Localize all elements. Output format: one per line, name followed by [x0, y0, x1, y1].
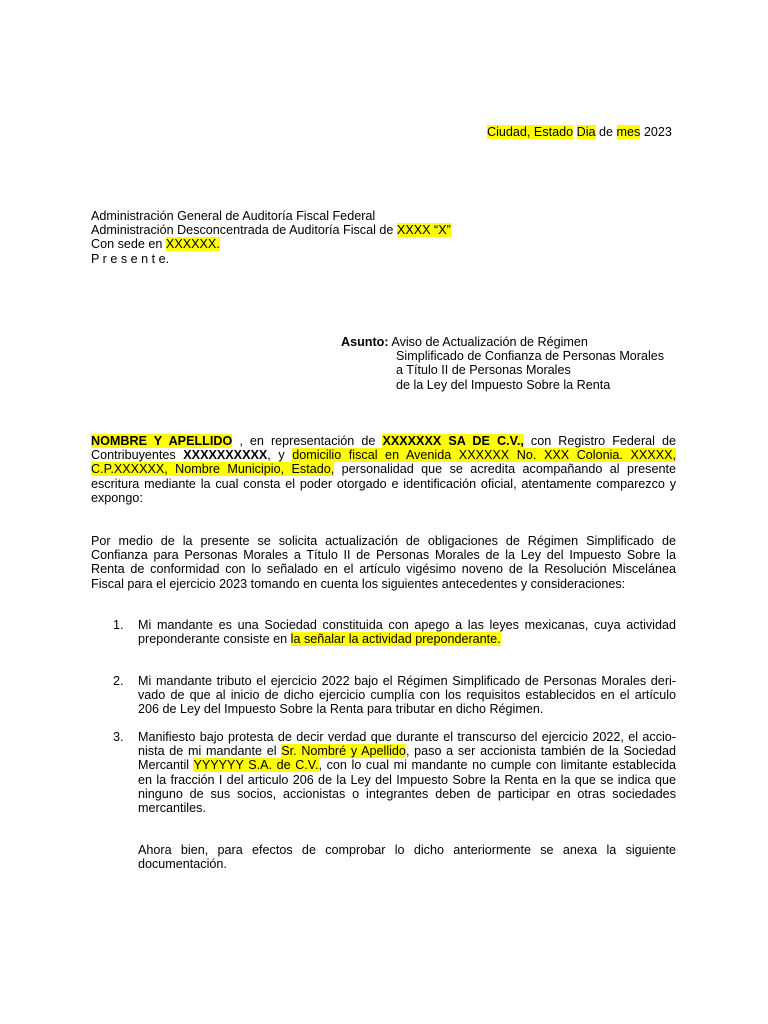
item-2-line-2: vado de que al inicio de dicho ejercicio cumplía con los requisitos establecidos en el artículo	[138, 688, 676, 703]
recipient-city: XXXXXX.	[165, 237, 220, 252]
item-1-line-2	[138, 632, 676, 646]
intro-paragraph	[91, 434, 676, 505]
year: 2023	[643, 125, 672, 139]
intro-text-2: con Registro Federal de	[523, 434, 677, 448]
closing-line-2: documentación.	[138, 857, 227, 872]
item-3-line-1: Manifiesto bajo protesta de decir verdad que durante el transcurso del ejercicio 2022, el accio-	[138, 730, 676, 744]
request-paragraph	[91, 534, 676, 591]
recipient-line-4: P r e s e n t e.	[91, 251, 170, 266]
item-2-line-3: 206 de Ley del Impuesto Sobre la Renta para tributar en dicho Régimen.	[138, 702, 544, 717]
subject-line-4: de la Ley del Impuesto Sobre la Renta	[396, 377, 611, 392]
item-3-text-d: , con lo cual mi mandante no cumple con limitante establecida	[318, 758, 676, 773]
item-1-text: preponderante consiste en	[138, 632, 291, 647]
date-line	[487, 125, 672, 139]
intro-line-1	[91, 434, 676, 448]
intro-line-4: escritura mediante la cual consta el poder otorgado e identificación oficial, atentamente comparezco y	[91, 476, 676, 491]
list-item-number: 2.	[113, 674, 124, 688]
recipient-line-2	[91, 223, 451, 237]
fiscal-address-2: C.P.XXXXXX, Nombre Municipio, Estado,	[91, 462, 335, 477]
subject-line-1	[341, 335, 664, 349]
list-item-body	[138, 730, 676, 815]
item-3-line-6: mercantiles.	[138, 801, 206, 816]
closing-line-1: Ahora bien, para efectos de comprobar lo dicho anteriormente se anexa la siguiente	[138, 843, 676, 857]
shareholder-name: Sr. Nombré y Apellido	[281, 744, 406, 759]
other-company-name: YYYYYY S.A. de C.V.	[193, 758, 319, 773]
subject-line-3: a Título II de Personas Morales	[396, 363, 571, 378]
list-item-number: 1.	[113, 618, 124, 632]
fiscal-address-1: domicilio fiscal en Avenida XXXXXX No. XXX Colonia. XXXXX,	[292, 448, 676, 463]
request-line-1: Por medio de la presente se solicita actualización de obligaciones de Régimen Simplificado de	[91, 534, 676, 548]
list-item	[113, 730, 676, 815]
recipient-line-1: Administración General de Auditoría Fiscal Federal	[91, 209, 376, 223]
subject-text-1: Aviso de Actualización de Régimen	[391, 335, 588, 349]
list-item-number: 3.	[113, 730, 124, 744]
request-line-2: Confianza para Personas Morales a Título II de Personas Morales de la Ley del Impuesto Sobre la	[91, 548, 676, 563]
date-de: de	[599, 125, 614, 139]
recipient-line-3	[91, 237, 451, 251]
month: mes	[616, 125, 641, 139]
city-state: Ciudad, Estado	[487, 125, 574, 139]
item-3-text-c: Mercantil	[138, 758, 194, 773]
intro-line-3	[91, 462, 676, 476]
item-3-text-a: nista de mi mandante el	[138, 744, 282, 759]
item-2-line-1: Mi mandante tributo el ejercicio 2022 bajo el Régimen Simplificado de Personas Morales deri-	[138, 674, 676, 688]
recipient-office-code: XXXX “X”	[396, 223, 451, 238]
request-line-3: Renta de conformidad con lo señalado en el artículo vigésimo noveno de la Resolución Miscelánea	[91, 562, 676, 577]
intro-text-5: personalidad que se acredita acompañando al presente	[334, 462, 676, 477]
item-3-line-3	[138, 758, 676, 772]
representative-name: NOMBRE Y APELLIDO	[91, 434, 233, 448]
subject-line-2: Simplificado de Confianza de Personas Morales	[396, 349, 665, 364]
list-item-body	[138, 618, 676, 646]
subject-label: Asunto:	[341, 335, 389, 349]
list-item-body	[138, 674, 676, 717]
day: Dia	[576, 125, 596, 139]
intro-text-4: , y	[267, 448, 293, 463]
intro-line-2	[91, 448, 676, 462]
item-1-line-1: Mi mandante es una Sociedad constituida con apego a las leyes mexicanas, cuya actividad	[138, 618, 676, 632]
item-3-line-2	[138, 744, 676, 758]
rfc: XXXXXXXXXX	[183, 448, 268, 463]
recipient-line-2-text: Administración Desconcentrada de Auditoría Fiscal de	[91, 223, 394, 238]
activity-placeholder: la señalar la actividad preponderante.	[290, 632, 501, 647]
intro-text-3: Contribuyentes	[91, 448, 184, 463]
request-line-4: Fiscal para el ejercicio 2023 tomando en cuenta los siguientes antecedentes y consideraciones:	[91, 576, 626, 591]
subject-block	[341, 335, 664, 392]
list-item	[113, 618, 676, 646]
company-name: XXXXXXX SA DE C.V.,	[382, 434, 524, 448]
list-item	[113, 674, 676, 717]
recipient-block	[91, 209, 451, 266]
item-3-text-b: , paso a ser accionista también de la Sociedad	[405, 744, 676, 759]
closing-paragraph	[138, 843, 676, 871]
intro-line-5: expongo:	[91, 490, 143, 505]
item-3-line-5: ninguno de sus socios, accionistas o integrantes deben de participar en otras sociedades	[138, 786, 676, 801]
recipient-line-3-text: Con sede en	[91, 237, 163, 252]
intro-text-1: , en representación de	[232, 434, 383, 448]
item-3-line-4: en la fracción I del articulo 206 de la Ley del Impuesto Sobre la Renta en la que se indica que	[138, 772, 676, 787]
